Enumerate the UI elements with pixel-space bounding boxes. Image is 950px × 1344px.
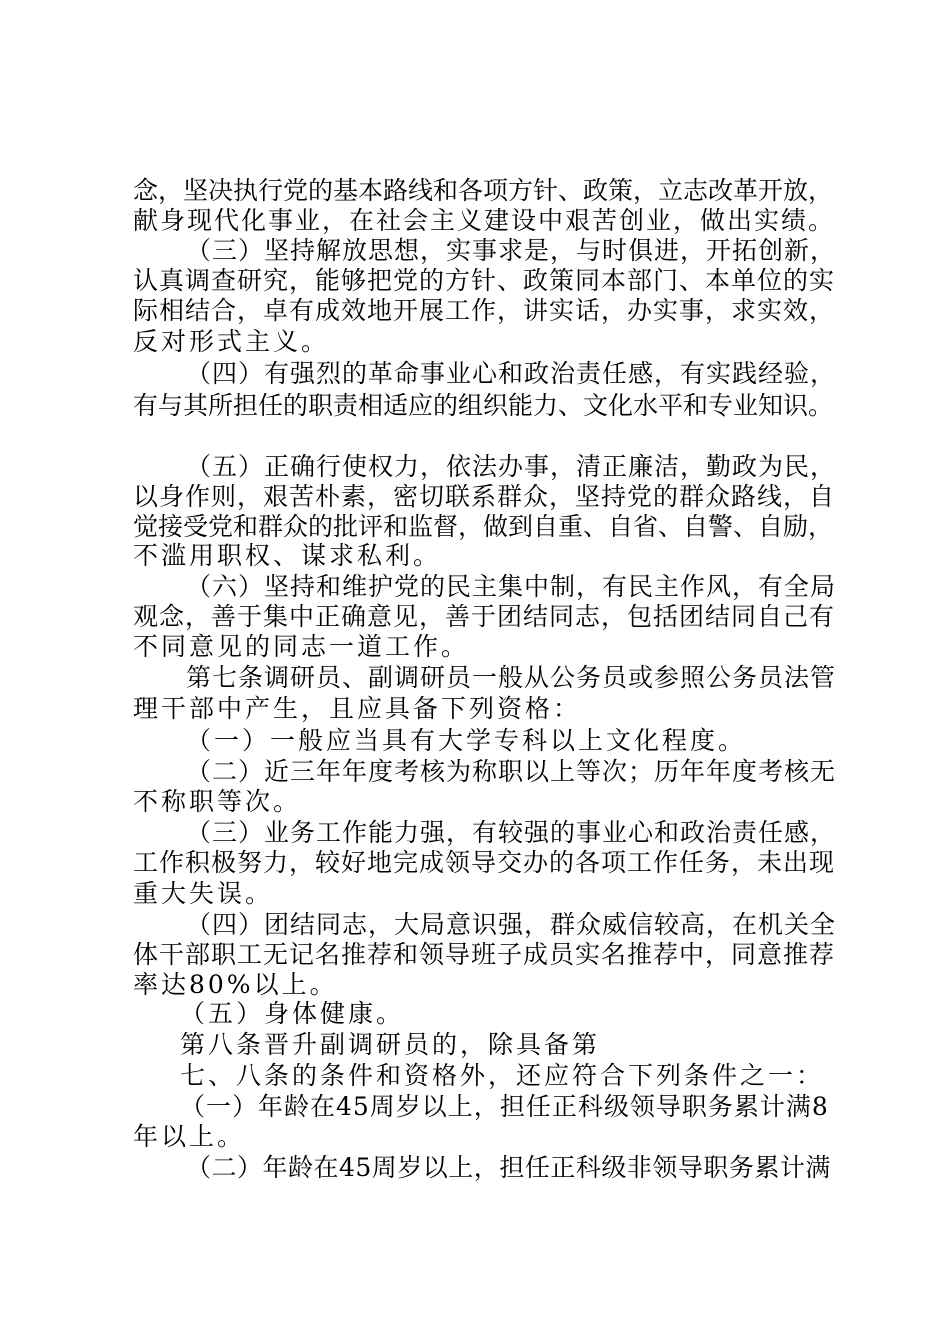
text-line: 献身现代化事业，在社会主义建设中艰苦创业，做出实绩。 bbox=[133, 206, 836, 235]
text-line: （五）正确行使权力，依法办事，清正廉洁，勤政为民， bbox=[186, 452, 837, 481]
text-line: 有与其所担任的职责相适应的组织能力、文化水平和专业知识。 bbox=[133, 391, 834, 420]
text-line: 际相结合，卓有成效地开展工作，讲实话，办实事，求实效， bbox=[133, 296, 836, 325]
text-line: 年以上。 bbox=[133, 1122, 246, 1151]
text-line: （二）近三年年度考核为称职以上等次；历年年度考核无 bbox=[186, 757, 837, 786]
text-line: （五）身体健康。 bbox=[180, 999, 405, 1028]
text-line: 认真调查研究，能够把党的方针、政策同本部门、本单位的实 bbox=[133, 266, 836, 295]
text-line: （二）年龄在45周岁以上，担任正科级非领导职务累计满 bbox=[186, 1153, 831, 1182]
text-line: 观念，善于集中正确意见，善于团结同志，包括团结同自己有 bbox=[133, 602, 836, 631]
text-line: 第八条晋升副调研员的，除具备第 bbox=[180, 1030, 601, 1059]
text-line: 重大失误。 bbox=[133, 879, 274, 908]
text-line: 觉接受党和群众的批评和监督，做到自重、自省、自警、自励， bbox=[133, 512, 834, 541]
text-line: （三）坚持解放思想，实事求是，与时俱进，开拓创新， bbox=[186, 236, 837, 265]
text-line: 念，坚决执行党的基本路线和各项方针、政策，立志改革开放， bbox=[133, 176, 834, 205]
text-line: 率达80%以上。 bbox=[133, 970, 338, 999]
text-line: 不称职等次。 bbox=[133, 787, 302, 816]
text-line: 体干部职工无记名推荐和领导班子成员实名推荐中，同意推荐 bbox=[133, 940, 836, 969]
text-line: （三）业务工作能力强，有较强的事业心和政治责任感， bbox=[186, 818, 837, 847]
text-line: 以身作则，艰苦朴素，密切联系群众，坚持党的群众路线，自 bbox=[133, 482, 836, 511]
text-line: 工作积极努力，较好地完成领导交办的各项工作任务，未出现 bbox=[133, 848, 836, 877]
text-line: （一）一般应当具有大学专科以上文化程度。 bbox=[186, 726, 747, 755]
text-line: （四）团结同志，大局意识强，群众威信较高，在机关全 bbox=[186, 910, 837, 939]
text-line: 理干部中产生，且应具备下列资格： bbox=[133, 694, 582, 723]
text-line: 不同意见的同志一道工作。 bbox=[133, 632, 470, 661]
text-line: （六）坚持和维护党的民主集中制，有民主作风，有全局 bbox=[186, 572, 837, 601]
text-line: 不滥用职权、谋求私利。 bbox=[133, 541, 442, 570]
text-line: 第七条调研员、副调研员一般从公务员或参照公务员法管 bbox=[186, 663, 837, 692]
text-line: 反对形式主义。 bbox=[133, 327, 330, 356]
text-line: （一）年龄在45周岁以上，担任正科级领导职务累计满8 bbox=[180, 1092, 829, 1121]
text-line: 七、八条的条件和资格外，还应符合下列条件之一： bbox=[180, 1061, 825, 1090]
text-line: （四）有强烈的革命事业心和政治责任感，有实践经验， bbox=[186, 359, 837, 388]
